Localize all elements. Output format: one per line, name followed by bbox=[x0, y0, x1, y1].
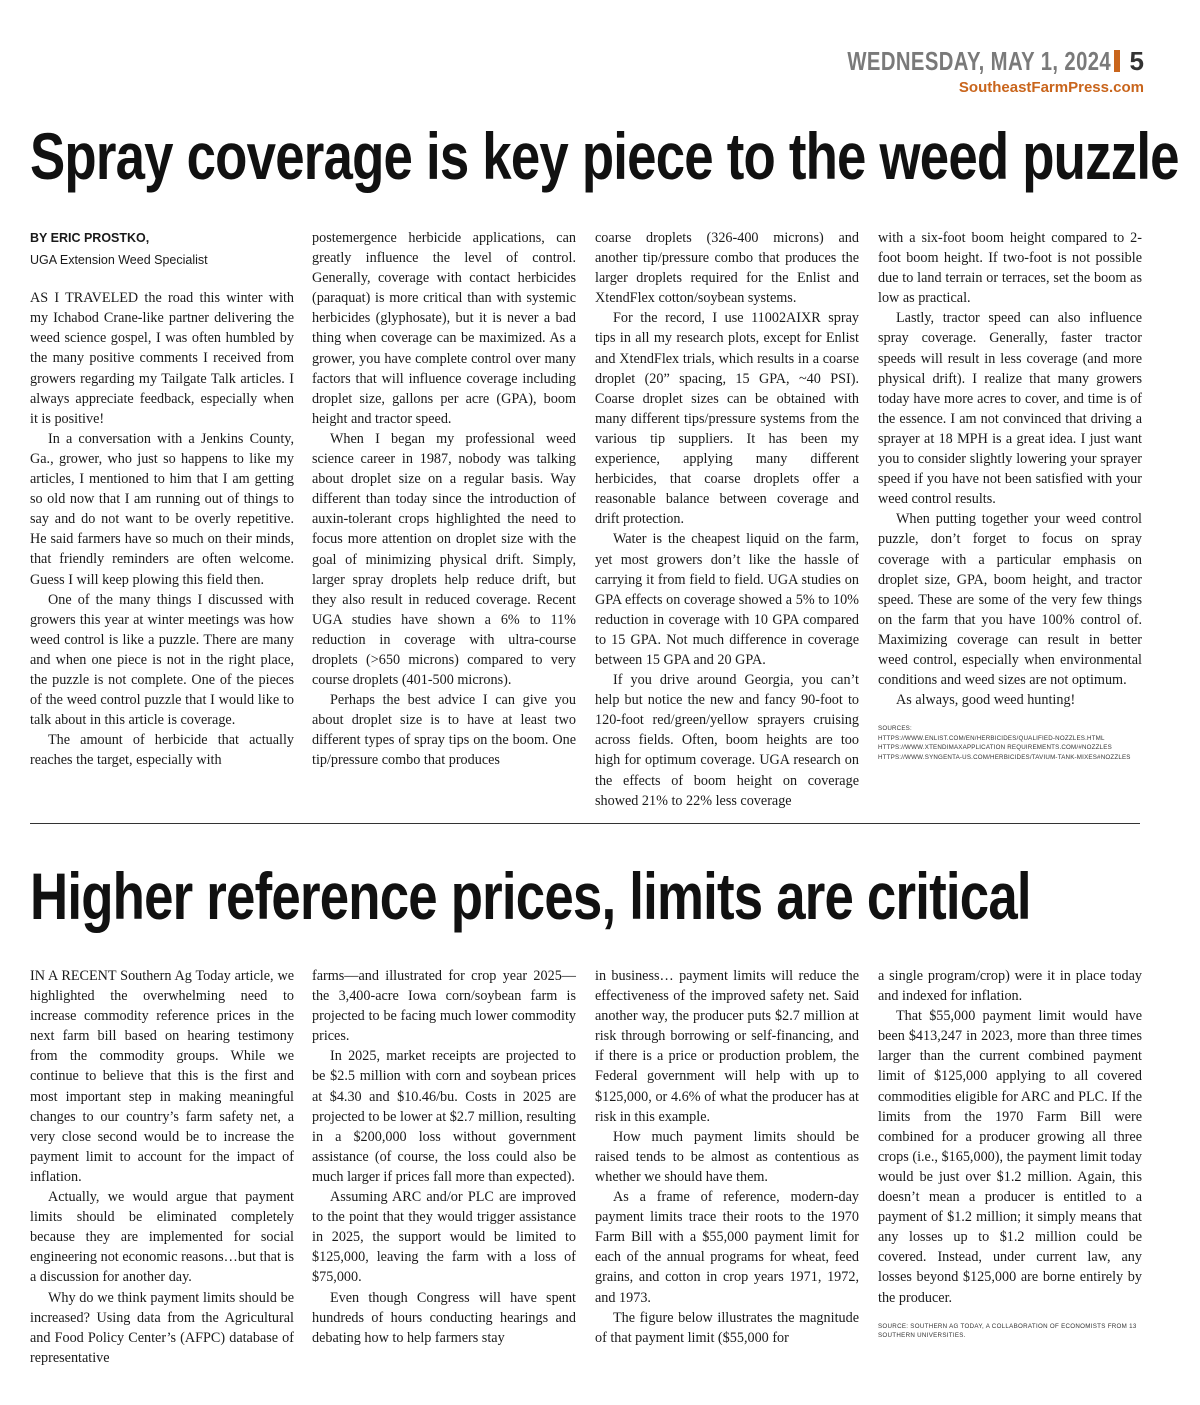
source-url: HTTPS://WWW.SYNGENTA-US.COM/HERBICIDES/TAVIUM-TANK-MIXES#NOZZLES bbox=[878, 753, 1131, 761]
paragraph: In 2025, market receipts are projected to be $2.5 million with corn and soybean prices at $4.30 and $10.46/bu. Costs in 2025 are projected to be lower at $2.7 million, resulting in a $200,000 loss without government assistance (of course, the loss could also be much larger if prices fall more than expected). bbox=[312, 1048, 576, 1185]
paragraph: IN A RECENT Southern Ag Today article, we highlighted the overwhelming need to increase commodity reference prices in the next farm bill based on hearing testimony from the commodity groups. While we continue to believe that this is the first and most important step in making meaningful changes to our country’s farm safety net, a very close second would be to increase the payment limit to account for the impact of inflation. bbox=[30, 968, 294, 1185]
article2-column-1 bbox=[30, 966, 294, 1368]
article1-headline: Spray coverage is key piece to the weed puzzle bbox=[30, 119, 1179, 193]
sources-label: SOURCES: bbox=[878, 725, 912, 733]
paragraph: Even though Congress will have spent hundreds of hours conducting hearings and debating how to help farmers stay bbox=[312, 1289, 576, 1346]
paragraph: The figure below illustrates the magnitude of that payment limit ($55,000 for bbox=[595, 1309, 859, 1346]
paragraph: with a six-foot boom height compared to 2-foot boom height. If two-foot is not possible due to land terrain or terraces, set the boom as low as practical. bbox=[878, 230, 1142, 307]
paragraph: The amount of herbicide that actually reaches the target, especially with bbox=[30, 732, 294, 769]
paragraph: postemergence herbicide applications, can greatly influence the level of control. Generally, coverage with contact herbicides (paraquat) is more critical than with systemic herbicides (glyphosate), but it is never a bad thing when coverage can be maximized. As a grower, you have complete control over many factors that will influence coverage including droplet size, gallons per acre (GPA), boom height and tractor speed. bbox=[312, 230, 576, 427]
paragraph: Water is the cheapest liquid on the farm, yet most growers don’t like the hassle of carrying it from field to field. UGA studies on GPA effects on coverage showed a 5% to 10% reduction in coverage with 10 GPA compared to 15 GPA. Not much difference in coverage between 15 GPA and 20 GPA. bbox=[595, 531, 859, 668]
sources-list bbox=[878, 724, 1142, 762]
header-divider bbox=[1114, 50, 1120, 72]
paragraph: Lastly, tractor speed can also influence spray coverage. Generally, faster tractor speeds will result in less coverage (and more physical drift). I realize that many growers today have more acres to cover, and time is of the essence. I am not convinced that driving a sprayer at 18 MPH is a great idea. I just want you to consider slightly lowering your sprayer speed if you have not been satisfied with your weed control results. bbox=[878, 310, 1142, 508]
article1-column-3 bbox=[595, 228, 859, 811]
paragraph: In a conversation with a Jenkins County, Ga., grower, who just so happens to like my articles, I mentioned to him that I am getting so old now that I am running out of things to say and do not want to be overly repetitive. He said farmers have so much on their minds, that friendly reminders are often welcome. Guess I will keep plowing this field then. bbox=[30, 430, 294, 588]
source-url: HTTPS://WWW.XTENDIMAXAPPLICATION REQUIREMENTS.COM/#NOZZLES bbox=[878, 744, 1112, 752]
source-note: SOURCE: SOUTHERN AG TODAY, A COLLABORATION OF ECONOMISTS FROM 13 SOUTHERN UNIVERSITIES. bbox=[878, 1322, 1137, 1340]
page-number: 5 bbox=[1129, 46, 1144, 76]
paragraph: AS I TRAVELED the road this winter with my Ichabod Crane-like partner delivering the weed science gospel, I was often humbled by the many positive comments I received from growers regarding my Tailgate Talk articles. I always appreciate feedback, especially when it is positive! bbox=[30, 290, 294, 427]
paragraph: If you drive around Georgia, you can’t help but notice the new and fancy 90-foot to 120-foot red/green/yellow sprayers cruising across fields. Often, boom heights are too high for optimum coverage. UGA research on the effects of boom height on coverage showed 21% to 22% less coverage bbox=[595, 672, 859, 809]
section-divider bbox=[30, 823, 1140, 824]
issue-date: WEDNESDAY, MAY 1, 2024 bbox=[847, 46, 1112, 76]
paragraph: When I began my professional weed science career in 1987, nobody was talking about droplet size on a regular basis. Way different than today since the introduction of auxin-tolerant crops highlighted the need to focus more attention on droplet size with the goal of minimizing physical drift. Simply, larger spray droplets help reduce drift, but they also result in reduced coverage. Recent UGA studies have shown a 6% to 11% reduction in coverage with ultra-course droplets (>650 microns) compared to very course droplets (401-500 microns). bbox=[312, 430, 576, 689]
paragraph: As always, good weed hunting! bbox=[896, 692, 1076, 709]
paragraph: Assuming ARC and/or PLC are improved to the point that they would trigger assistance in 2025, the support would be limited to $125,000, leaving the farm with a loss of $75,000. bbox=[312, 1189, 576, 1286]
paragraph: Why do we think payment limits should be increased? Using data from the Agricultural and Food Policy Center’s (AFPC) database of representative bbox=[30, 1289, 294, 1366]
paragraph: a single program/crop) were it in place today and indexed for inflation. bbox=[878, 968, 1142, 1005]
article2-column-3 bbox=[595, 966, 859, 1348]
paragraph: One of the many things I discussed with growers this year at winter meetings was how weed control is like a puzzle. There are many and when one piece is not in the right place, the puzzle is not complete. One of the pieces of the weed control puzzle that I would like to talk about in this article is coverage. bbox=[30, 591, 294, 729]
article2-column-2 bbox=[312, 966, 576, 1348]
byline-title: UGA Extension Weed Specialist bbox=[30, 253, 208, 268]
paragraph: Perhaps the best advice I can give you about droplet size is to have at least two different types of spray tips on the boom. One tip/pressure combo that produces bbox=[312, 692, 576, 769]
paragraph: When putting together your weed control puzzle, don’t forget to focus on spray coverage with a particular emphasis on droplet size, GPA, boom height, and tractor speed. These are some of the very few things on the farm that you have 100% control of. Maximizing coverage can result in better weed control, especially when environmental conditions and weed sizes are not optimum. bbox=[878, 511, 1142, 689]
paragraph: farms—and illustrated for crop year 2025—the 3,400-acre Iowa corn/soybean farm is projected to be facing much lower commodity prices. bbox=[312, 968, 576, 1045]
byline: BY ERIC PROSTKO, bbox=[30, 231, 150, 245]
article1-column-1 bbox=[30, 228, 294, 770]
paragraph: coarse droplets (326-400 microns) and another tip/pressure combo that produces the larger droplets required for the Enlist and XtendFlex cotton/soybean systems. bbox=[595, 230, 859, 307]
page-header bbox=[773, 46, 1144, 96]
article1-column-2 bbox=[312, 228, 576, 771]
paragraph: How much payment limits should be raised tends to be almost as contentious as whether we should have them. bbox=[595, 1128, 859, 1185]
site-name: SoutheastFarmPress.com bbox=[958, 79, 1144, 96]
paragraph: That $55,000 payment limit would have been $413,247 in 2023, more than three times larger than the current combined payment limit of $125,000 applying to all covered commodities eligible for ARC and PLC. If the limits from the 1970 Farm Bill were combined for a producer growing all three crops (i.e., $165,000), the payment limit today would be just over $1.2 million. Again, this doesn’t mean a producer is entitled to a payment of $1.2 million; it simply means that any losses up to $1.2 million could be covered. Instead, under current law, any losses beyond $125,000 are borne entirely by the producer. bbox=[878, 1008, 1142, 1306]
paragraph: For the record, I use 11002AIXR spray tips in all my research plots, except for Enlist and XtendFlex trials, which results in a coarse droplet (20” spacing, 15 GPA, ~40 PSI). Coarse droplet sizes can be obtained with many different tips/pressure systems from the various tip suppliers. It has been my experience, applying many different herbicides, that coarse droplets offer a reasonable balance between coverage and drift protection. bbox=[595, 310, 859, 528]
source-url: HTTPS://WWW.ENLIST.COM/EN/HERBICIDES/QUALIFIED-NOZZLES.HTML bbox=[878, 734, 1105, 742]
article2-headline: Higher reference prices, limits are critical bbox=[30, 859, 1031, 933]
paragraph: in business… payment limits will reduce the effectiveness of the improved safety net. Said another way, the producer puts $2.7 million at risk through borrowing or self-financing, and if there is a price or production problem, the Federal government will help with up to $125,000, or 4.6% of what the producer has at risk in this example. bbox=[595, 968, 859, 1125]
article2-column-4 bbox=[878, 966, 1142, 1341]
article1-column-4 bbox=[878, 228, 1142, 762]
paragraph: As a frame of reference, modern-day payment limits trace their roots to the 1970 Farm Bill with a $55,000 payment limit for each of the annual programs for wheat, feed grains, and cotton in crop years 1971, 1972, and 1973. bbox=[595, 1189, 859, 1306]
paragraph: Actually, we would argue that payment limits should be eliminated completely because they are implemented for social engineering not economic reasons…but that is a discussion for another day. bbox=[30, 1189, 294, 1286]
